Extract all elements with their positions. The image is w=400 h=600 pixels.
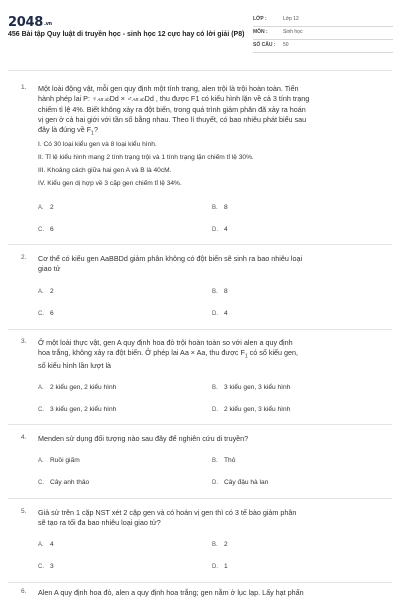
question-divider [8, 582, 392, 583]
question-divider [8, 329, 392, 330]
option-b[interactable]: B. Thỏ [212, 457, 236, 464]
option-a[interactable]: A. 2 kiểu gen, 2 kiểu hình [38, 384, 117, 391]
question-stem: Cơ thể có kiểu gen AaBBDd giảm phân không có đột biến sẽ sinh ra bao nhiêu loại giao tử [38, 254, 303, 273]
question-stem: Giả sử trên 1 cặp NST xét 2 cặp gen và có hoán vị gen thì có 3 tế bào giảm phân sẽ tạo ra tối đa bao nhiêu loại giao tử? [38, 508, 297, 527]
option-d[interactable]: D. 2 kiểu gen, 3 kiểu hình [212, 406, 291, 413]
option-a[interactable]: A. 2 [38, 204, 54, 211]
question-divider [8, 498, 392, 499]
option-a[interactable]: A. 2 [38, 288, 54, 295]
question-divider [8, 424, 392, 425]
question-number: 1. [21, 84, 27, 91]
option-b[interactable]: B. 2 [212, 541, 228, 548]
option-b[interactable]: B. 8 [212, 288, 228, 295]
option-c[interactable]: C. 6 [38, 310, 54, 317]
meta-value: 50 [283, 42, 289, 48]
question-number: 2. [21, 254, 27, 261]
option-b[interactable]: B. 8 [212, 204, 228, 211]
meta-label: SỐ CÂU : [253, 42, 276, 48]
header-divider [8, 70, 392, 71]
option-d[interactable]: D. Cây đậu hà lan [212, 479, 269, 486]
option-c[interactable]: C. 3 kiểu gen, 2 kiểu hình [38, 406, 117, 413]
document-meta [253, 14, 393, 53]
statement-3: III. Khoảng cách giữa hai gen A và B là 40cM. [38, 167, 172, 174]
question-number: 3. [21, 338, 27, 345]
statement-4: IV. Kiểu gen dị hợp về 3 cặp gen chiếm tỉ lệ 34%. [38, 180, 182, 187]
question-number: 6. [21, 588, 27, 595]
meta-value: Sinh học [283, 29, 303, 35]
option-a[interactable]: A. Ruồi giấm [38, 457, 80, 464]
option-c[interactable]: C. Cây anh thảo [38, 479, 90, 486]
meta-row-class [253, 14, 393, 27]
site-logo[interactable]: 2048.vn [8, 15, 52, 30]
option-b[interactable]: B. 3 kiểu gen, 3 kiểu hình [212, 384, 291, 391]
document-header [0, 0, 400, 62]
option-a[interactable]: A. 4 [38, 541, 54, 548]
option-c[interactable]: C. 6 [38, 226, 54, 233]
option-d[interactable]: D. 4 [212, 310, 228, 317]
option-c[interactable]: C. 3 [38, 563, 54, 570]
option-d[interactable]: D. 4 [212, 226, 228, 233]
question-number: 5. [21, 508, 27, 515]
question-divider [8, 244, 392, 245]
meta-row-count [253, 40, 393, 53]
meta-label: LỚP : [253, 16, 267, 22]
document-title: 456 Bài tập Quy luật di truyền học - sinh học 12 cực hay có lời giải (P8) [8, 31, 245, 38]
question-stem: Alen A quy định hoa đỏ, alen a quy định hoa trắng; gen nằm ở lục lạp. Lấy hạt phấn [38, 588, 304, 597]
meta-label: MÔN : [253, 29, 268, 35]
statement-1: I. Có 30 loại kiểu gen và 8 loại kiểu hình. [38, 141, 157, 148]
question-stem: Ở một loài thực vật, gen A quy định hoa đỏ trội hoàn toàn so với alen a quy định hoa trắng, không xảy ra đột biến. Ở phép lai Aa × Aa, thu được $F_1$ có số kiểu gen, số kiểu hình lần lượt là [38, 338, 299, 371]
statement-2: II. Tỉ lệ kiểu hình mang 2 tính trạng trội và 1 tính trạng lặn chiếm tỉ lệ 30%. [38, 154, 254, 161]
question-number: 4. [21, 434, 27, 441]
meta-row-subject [253, 27, 393, 40]
option-d[interactable]: D. 1 [212, 563, 228, 570]
question-stem: Menden sử dụng đối tượng nào sau đây để nghiên cứu di truyền? [38, 434, 249, 443]
meta-value: Lớp 12 [283, 16, 299, 22]
question-stem: Một loài động vật, mỗi gen quy định một tính trạng, alen trội là trội hoàn toàn. Tiến hành phép lai P: ♀AB abDd × ♂AB abDd , thu được F1 có kiểu hình lặn về cả 3 tính trạng chiếm tỉ lệ 4%. Biết không xảy ra đột biến, trong quá trình giảm phân đã xảy ra hoán vị gen ở cả hai giới với tần số bằng nhau. Theo lí thuyết, có bao nhiêu phát biểu sau đây là đúng về $F_1$? [38, 84, 310, 137]
